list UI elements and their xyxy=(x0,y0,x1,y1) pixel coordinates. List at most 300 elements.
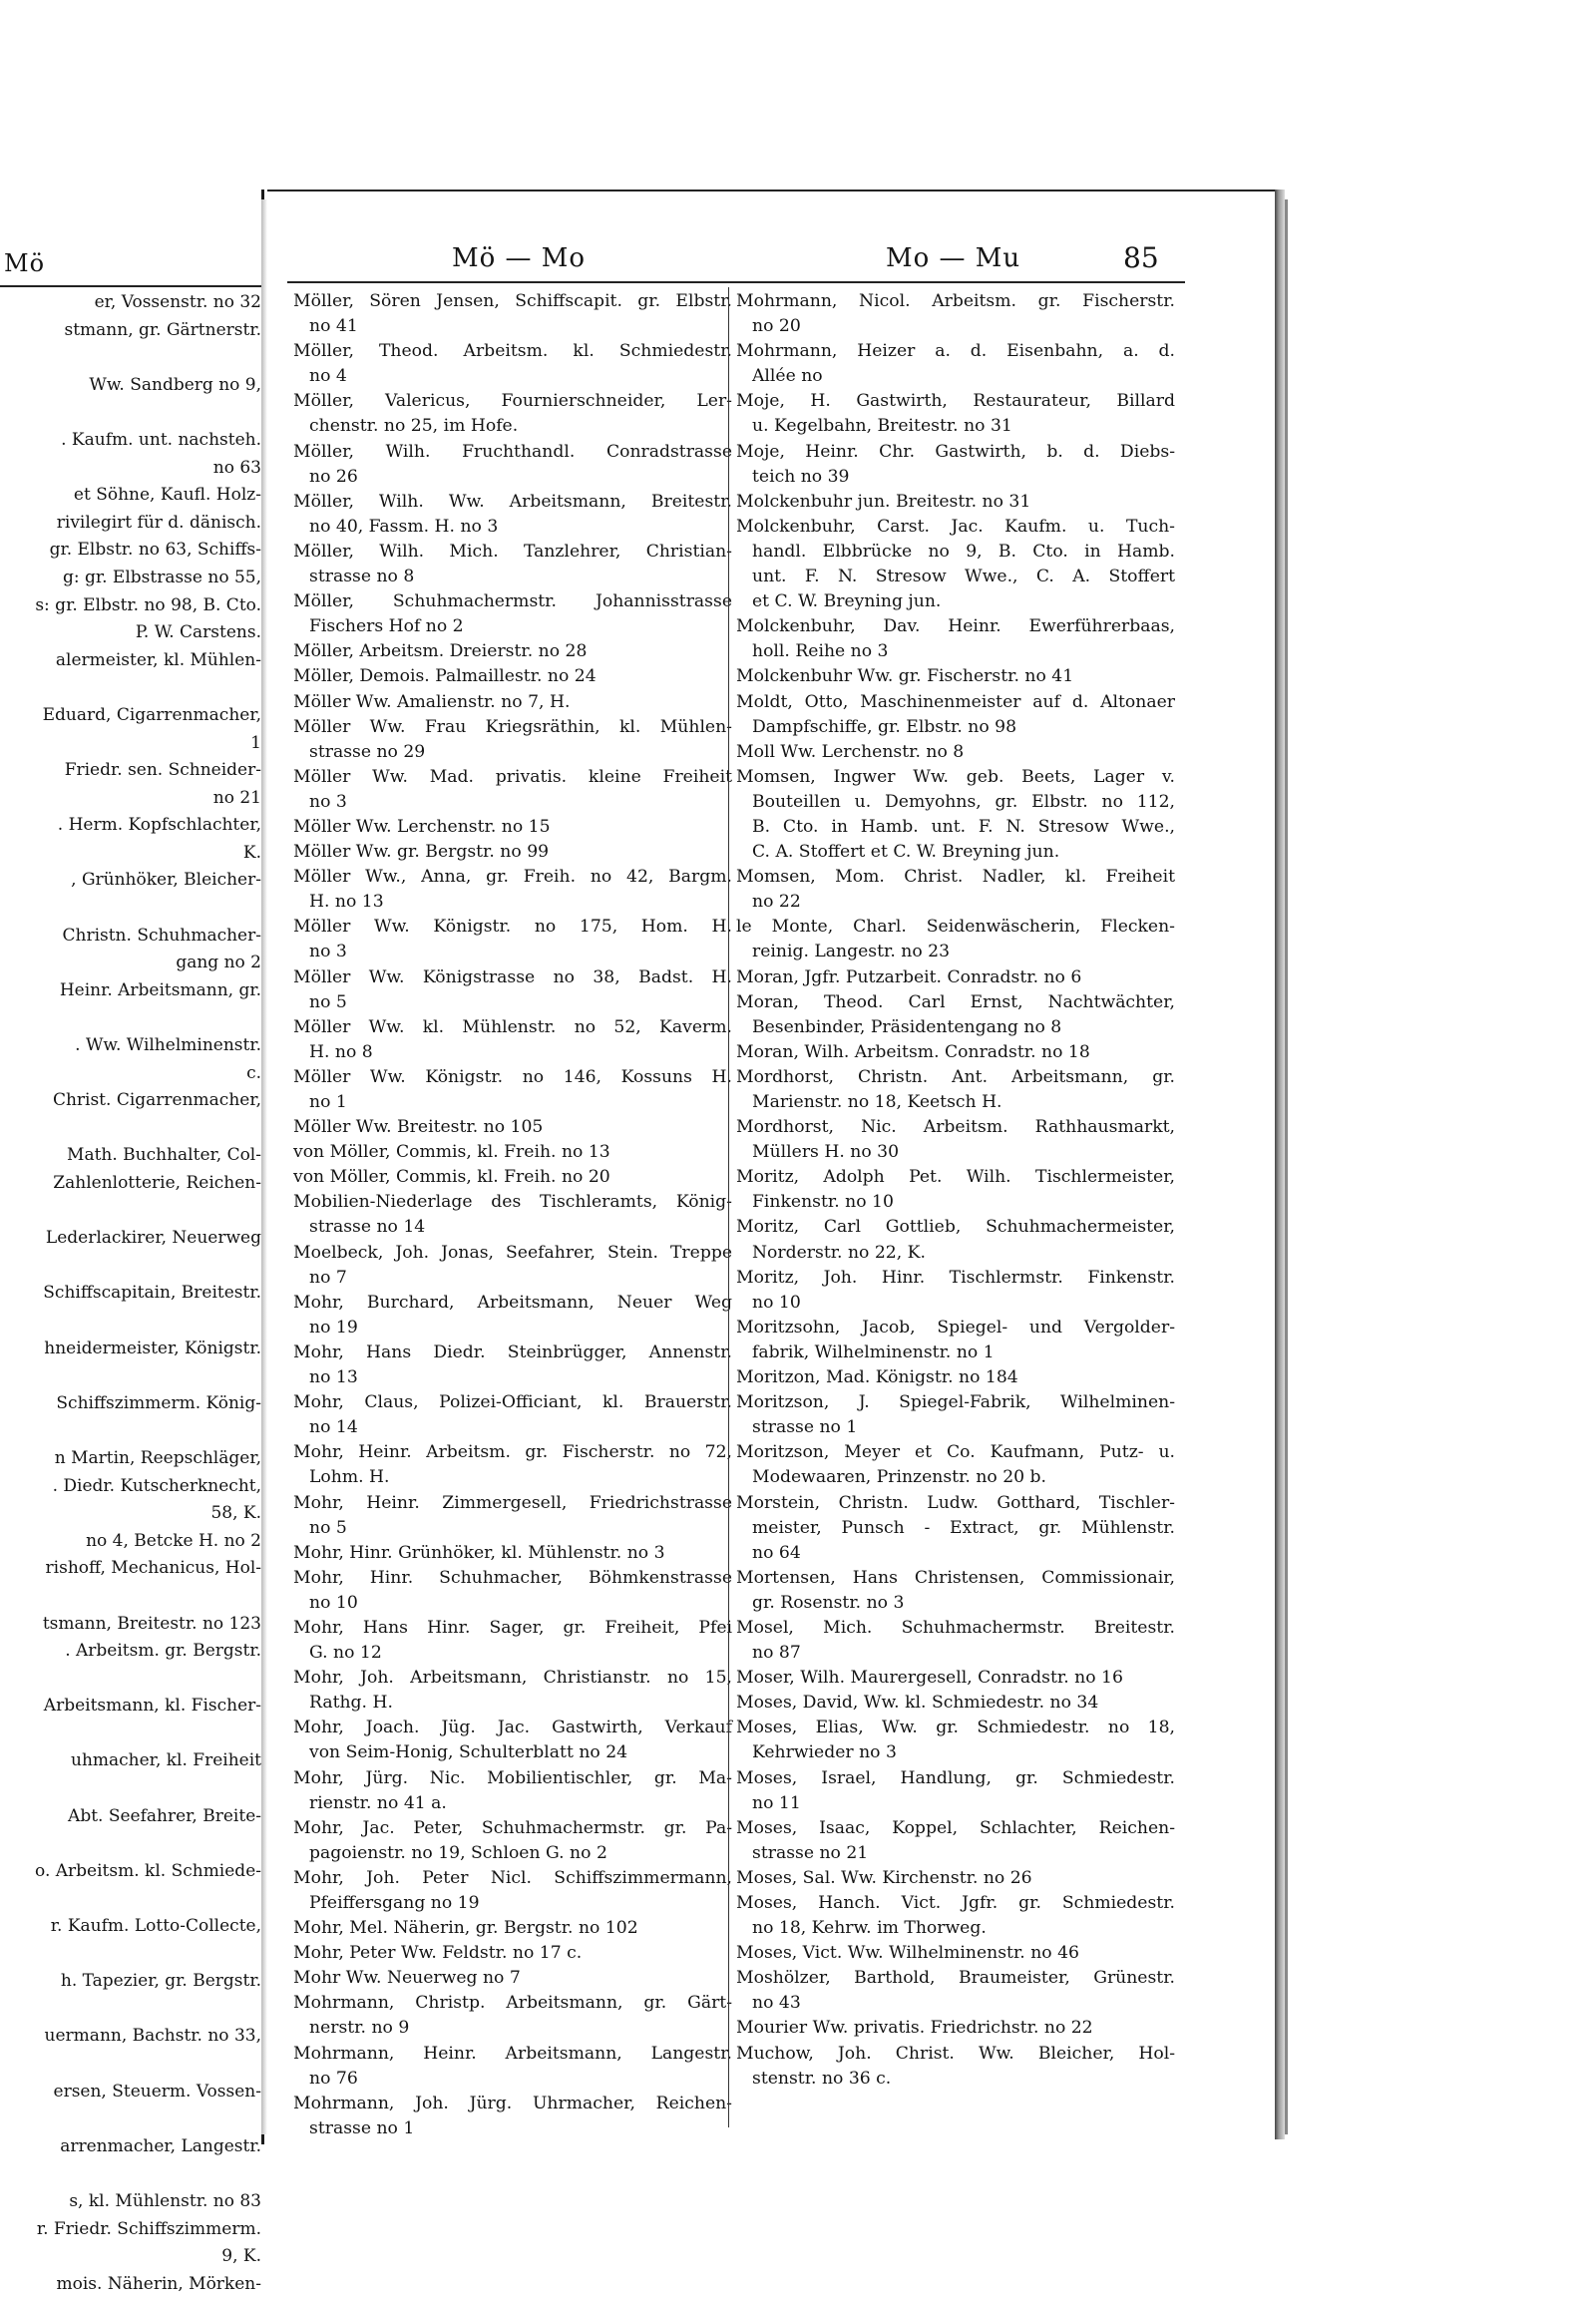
entry-line: Mohr, Heinr. Arbeitsm. gr. Fischerstr. no 72, xyxy=(293,1442,732,1463)
entry-line: Moll Ww. Lerchenstr. no 8 xyxy=(736,741,965,762)
entry-line: Mohrmann, Heizer a. d. Eisenbahn, a. d. xyxy=(736,341,1175,362)
directory-entry xyxy=(293,1190,732,1240)
entry-continuation-line: H. no 13 xyxy=(309,892,384,913)
entry-continuation-line: H. no 8 xyxy=(309,1041,373,1062)
left-page-line xyxy=(0,1721,261,1748)
left-page-line: rivilegirt für d. dänisch. xyxy=(56,512,261,533)
entry-line: Mohr, Claus, Polizei-Officiant, kl. Brauerstr. xyxy=(293,1392,732,1413)
directory-entry xyxy=(736,614,1175,664)
entry-continuation-line: no 10 xyxy=(752,1292,801,1313)
entry-continuation-line: strasse no 14 xyxy=(309,1217,426,1238)
entry-continuation-line: Pfeiffersgang no 19 xyxy=(309,1893,480,1913)
entry-line: Möller, Sören Jensen, Schiffscapit. gr. Elbstr. xyxy=(293,291,732,311)
entry-continuation-line: no 19 xyxy=(309,1317,358,1338)
entry-line: Mosel, Mich. Schuhmachermstr. Breitestr. xyxy=(736,1617,1175,1638)
directory-entry xyxy=(293,1766,732,1816)
entry-continuation-line: pagoienstr. no 19, Schloen G. no 2 xyxy=(309,1842,607,1863)
entry-line: Möller Ww., Anna, gr. Freih. no 42, Bargm. xyxy=(293,867,732,888)
left-page-line xyxy=(0,674,261,702)
directory-entry xyxy=(736,1766,1175,1816)
entry-line: Moldt, Otto, Maschinenmeister auf d. Altonaer xyxy=(736,691,1175,712)
directory-entry xyxy=(736,740,1175,765)
directory-entry xyxy=(293,1440,732,1490)
directory-entry xyxy=(293,1991,732,2041)
entry-continuation-line: no 64 xyxy=(752,1542,801,1563)
entry-continuation-line: rienstr. no 41 a. xyxy=(309,1792,447,1813)
directory-entry xyxy=(293,840,732,865)
entry-line: Möller Ww. Königstr. no 146, Kossuns H. xyxy=(293,1066,732,1087)
left-page-line: , Grünhöker, Bleicher- xyxy=(71,870,261,891)
entry-continuation-line: no 13 xyxy=(309,1367,358,1388)
entry-line: Mohr, Jac. Peter, Schuhmachermstr. gr. Pa- xyxy=(293,1817,732,1838)
entry-continuation-line: Rathg. H. xyxy=(309,1693,393,1714)
left-page-line: g: gr. Elbstrasse no 55, xyxy=(62,567,261,587)
entry-line: Mohr, Mel. Näherin, gr. Bergstr. no 102 xyxy=(293,1918,638,1939)
entry-continuation-line: strasse no 21 xyxy=(752,1842,869,1863)
left-page-lines xyxy=(0,289,261,2298)
left-page-line: r. Friedr. Schiffszimmerm. xyxy=(36,2218,261,2239)
entry-continuation-line: u. Kegelbahn, Breitestr. no 31 xyxy=(752,416,1012,437)
left-page-line xyxy=(0,1941,261,1969)
directory-entry xyxy=(293,639,732,664)
left-page-line xyxy=(0,2160,261,2188)
left-page-line: rishoff, Mechanicus, Hol- xyxy=(45,1558,261,1579)
directory-entry xyxy=(736,1491,1175,1566)
directory-entry xyxy=(736,2016,1175,2041)
entry-line: von Möller, Commis, kl. Freih. no 20 xyxy=(293,1167,610,1188)
entry-continuation-line: reinig. Langestr. no 23 xyxy=(752,942,951,962)
entry-line: Möller, Wilh. Ww. Arbeitsmann, Breitestr. xyxy=(293,491,732,512)
entry-line: Möller, Valericus, Fournierschneider, Ler- xyxy=(293,391,732,412)
directory-entry xyxy=(293,440,732,490)
entry-line: Mohrmann, Joh. Jürg. Uhrmacher, Reichen- xyxy=(293,2093,732,2113)
entry-line: Möller, Theod. Arbeitsm. kl. Schmiedestr. xyxy=(293,341,732,362)
entry-line: Momsen, Mom. Christ. Nadler, kl. Freiheit xyxy=(736,867,1175,888)
directory-entry xyxy=(293,289,732,339)
left-page-line xyxy=(0,1362,261,1390)
entry-line: Möller Ww. Mad. privatis. kleine Freiheit xyxy=(293,766,732,787)
left-page-line: arrenmacher, Langestr. xyxy=(60,2135,261,2156)
left-page-line xyxy=(0,2106,261,2133)
entry-continuation-line: no 41 xyxy=(309,316,358,337)
directory-entry xyxy=(293,1340,732,1390)
left-page-header: Mö xyxy=(4,249,46,277)
directory-entry xyxy=(736,2042,1175,2092)
left-page-line: Schiffszimmerm. König- xyxy=(56,1392,261,1413)
directory-entry xyxy=(293,1015,732,1065)
left-page-line: gr. Elbstr. no 63, Schiffs- xyxy=(49,540,261,561)
left-page-line: h. Tapezier, gr. Bergstr. xyxy=(60,1971,261,1992)
left-page-line: . Kaufm. unt. nachsteh. xyxy=(61,429,261,450)
entry-line: Moelbeck, Joh. Jonas, Seefahrer, Stein. Treppe xyxy=(293,1242,732,1263)
entry-line: Moje, H. Gastwirth, Restaurateur, Billard xyxy=(736,391,1175,412)
left-page-line: mois. Näherin, Mörken- xyxy=(56,2273,261,2294)
entry-line: Mohr, Jürg. Nic. Mobilientischler, gr. Ma- xyxy=(293,1767,732,1788)
directory-entry xyxy=(293,815,732,840)
header-rule xyxy=(287,281,1185,283)
entry-continuation-line: no 14 xyxy=(309,1417,358,1438)
entry-line: Moran, Theod. Carl Ernst, Nachtwächter, xyxy=(736,991,1175,1012)
entry-line: Mohr, Hinr. Grünhöker, kl. Mühlenstr. no 3 xyxy=(293,1542,665,1563)
left-page-line xyxy=(0,1004,261,1032)
directory-entry xyxy=(293,540,732,589)
left-page-line xyxy=(0,1198,261,1226)
entry-line: Möller, Wilh. Mich. Tanzlehrer, Christian- xyxy=(293,541,732,562)
directory-entry xyxy=(293,1291,732,1340)
entry-line: Mohr, Hans Diedr. Steinbrügger, Annenstr. xyxy=(293,1341,732,1362)
directory-entry xyxy=(736,1616,1175,1666)
directory-entry xyxy=(736,1866,1175,1891)
directory-entry xyxy=(736,1966,1175,2016)
directory-entry xyxy=(293,1866,732,1916)
entry-line: Moritzon, Mad. Königstr. no 184 xyxy=(736,1367,1018,1388)
entry-line: Moses, Elias, Ww. gr. Schmiedestr. no 18, xyxy=(736,1718,1175,1738)
directory-entry xyxy=(293,1716,732,1765)
entry-continuation-line: no 22 xyxy=(752,892,801,913)
entry-line: Molckenbuhr jun. Breitestr. no 31 xyxy=(736,491,1031,512)
left-page-line: tsmann, Breitestr. no 123 xyxy=(42,1613,261,1634)
directory-entry xyxy=(293,1541,732,1566)
left-page-line: Christ. Cigarrenmacher, xyxy=(52,1090,261,1111)
entry-line: Möller Ww. Lerchenstr. no 15 xyxy=(293,816,551,837)
directory-entry xyxy=(736,690,1175,740)
directory-entry xyxy=(293,389,732,439)
left-page-line: Arbeitsmann, kl. Fischer- xyxy=(43,1696,261,1717)
directory-entry xyxy=(736,1115,1175,1165)
entry-continuation-line: no 5 xyxy=(309,991,347,1012)
directory-entry xyxy=(736,515,1175,614)
directory-entry xyxy=(736,339,1175,389)
entry-line: Mohrmann, Heinr. Arbeitsmann, Langestr. xyxy=(293,2043,732,2064)
directory-entry xyxy=(293,339,732,389)
entry-line: Mourier Ww. privatis. Friedrichstr. no 22 xyxy=(736,2018,1093,2039)
left-page-line: Eduard, Cigarrenmacher, xyxy=(42,704,261,725)
entry-continuation-line: no 40, Fassm. H. no 3 xyxy=(309,516,499,537)
left-page-line xyxy=(0,1830,261,1858)
entry-continuation-line: Lohm. H. xyxy=(309,1467,390,1488)
entry-continuation-line: no 43 xyxy=(752,1993,801,2014)
directory-entry xyxy=(293,1666,732,1716)
entry-line: Moses, Sal. Ww. Kirchenstr. no 26 xyxy=(736,1867,1032,1888)
entry-line: Mohrmann, Nicol. Arbeitsm. gr. Fischerstr. xyxy=(736,291,1175,311)
left-page-line: uhmacher, kl. Freiheit xyxy=(71,1750,261,1771)
entry-line: Moritzson, Meyer et Co. Kaufmann, Putz- u. xyxy=(736,1442,1175,1463)
entry-continuation-line: no 20 xyxy=(752,316,801,337)
directory-entry xyxy=(736,1566,1175,1616)
left-page-line: ersen, Steuerm. Vossen- xyxy=(53,2081,261,2102)
directory-entry xyxy=(736,990,1175,1040)
directory-entry xyxy=(293,1491,732,1541)
directory-entry xyxy=(293,1140,732,1165)
entry-line: Moje, Heinr. Chr. Gastwirth, b. d. Diebs- xyxy=(736,441,1175,462)
entry-line: Möller Ww. kl. Mühlenstr. no 52, Kaverm. xyxy=(293,1016,732,1037)
entry-continuation-line: Dampfschiffe, gr. Elbstr. no 98 xyxy=(752,716,1017,737)
page-number: 85 xyxy=(1123,241,1159,274)
entry-continuation-line: G. no 12 xyxy=(309,1643,382,1664)
entry-line: Molckenbuhr Ww. gr. Fischerstr. no 41 xyxy=(736,666,1074,687)
entry-continuation-line: handl. Elbbrücke no 9, B. Cto. in Hamb. xyxy=(752,541,1175,562)
entry-line: Möller Ww. Königstr. no 175, Hom. H. xyxy=(293,917,732,938)
left-page-line xyxy=(0,1996,261,2024)
directory-entry xyxy=(293,715,732,765)
entry-line: Moritzson, J. Spiegel-Fabrik, Wilhelminen- xyxy=(736,1392,1175,1413)
entry-line: Mordhorst, Christn. Ant. Arbeitsmann, gr. xyxy=(736,1066,1175,1087)
left-page-line: Friedr. sen. Schneider- xyxy=(64,760,261,781)
entry-line: Moran, Jgfr. Putzarbeit. Conradstr. no 6 xyxy=(736,966,1082,987)
left-page-line: r. Kaufm. Lotto-Collecte, xyxy=(50,1916,261,1937)
entry-continuation-line: no 11 xyxy=(752,1792,801,1813)
entry-line: Moran, Wilh. Arbeitsm. Conradstr. no 18 xyxy=(736,1041,1090,1062)
directory-entry xyxy=(293,1916,732,1941)
entry-line: Mohr, Joach. Jüg. Jac. Gastwirth, Verkauf xyxy=(293,1718,732,1738)
left-page-line: et Söhne, Kaufl. Holz- xyxy=(73,485,261,506)
entry-line: Möller Ww. Königstrasse no 38, Badst. H. xyxy=(293,966,732,987)
entry-continuation-line: unt. F. N. Stresow Wwe., C. A. Stoffert xyxy=(752,567,1175,587)
left-page-line: gang no 2 xyxy=(176,953,261,973)
entry-continuation-line: Finkenstr. no 10 xyxy=(752,1192,894,1213)
left-page-line: no 21 xyxy=(212,787,261,808)
entry-continuation-line: no 4 xyxy=(309,366,347,387)
entry-line: Mobilien-Niederlage des Tischleramts, König- xyxy=(293,1192,732,1213)
directory-entry xyxy=(736,965,1175,990)
left-page-line xyxy=(0,1666,261,1694)
entry-line: Moses, David, Ww. kl. Schmiedestr. no 34 xyxy=(736,1693,1099,1714)
left-page-line: s, kl. Mühlenstr. no 83 xyxy=(69,2190,261,2211)
directory-entry xyxy=(736,440,1175,490)
entry-continuation-line: no 1 xyxy=(309,1092,347,1112)
directory-entry xyxy=(736,1266,1175,1316)
entry-line: le Monte, Charl. Seidenwäscherin, Flecken- xyxy=(736,917,1175,938)
entry-continuation-line: no 26 xyxy=(309,466,358,487)
left-page-line xyxy=(0,895,261,923)
entry-line: Mohr Ww. Neuerweg no 7 xyxy=(293,1968,521,1989)
entry-continuation-line: no 3 xyxy=(309,791,347,812)
entry-line: Morstein, Christn. Ludw. Gotthard, Tischler- xyxy=(736,1492,1175,1513)
entry-line: Möller, Schuhmachermstr. Johannisstrasse xyxy=(293,591,732,612)
left-page-line: hneidermeister, Königstr. xyxy=(44,1338,261,1358)
entry-line: Mohrmann, Christp. Arbeitsmann, gr. Gärt- xyxy=(293,1993,732,2014)
left-page-line: er, Vossenstr. no 32 xyxy=(94,292,261,312)
left-page-line: n Martin, Reepschläger, xyxy=(54,1447,261,1468)
left-page-line: o. Arbeitsm. kl. Schmiede- xyxy=(35,1860,261,1881)
left-page-line: . Herm. Kopfschlachter, xyxy=(57,815,261,836)
directory-entry xyxy=(736,1390,1175,1440)
left-page-line xyxy=(0,1308,261,1336)
column-divider xyxy=(728,287,729,2127)
directory-entry xyxy=(736,289,1175,339)
entry-continuation-line: B. Cto. in Hamb. unt. F. N. Stresow Wwe., xyxy=(752,816,1175,837)
entry-continuation-line: no 87 xyxy=(752,1643,801,1664)
main-page xyxy=(267,190,1275,2136)
entry-line: Molckenbuhr, Carst. Jac. Kaufm. u. Tuch- xyxy=(736,516,1175,537)
left-page-line xyxy=(0,1417,261,1445)
entry-line: Mortensen, Hans Christensen, Commissionair, xyxy=(736,1567,1175,1588)
entry-line: Moser, Wilh. Maurergesell, Conradstr. no 16 xyxy=(736,1668,1123,1689)
entry-continuation-line: meister, Punsch - Extract, gr. Mühlenstr. xyxy=(752,1517,1175,1538)
directory-entry xyxy=(293,865,732,915)
directory-entry xyxy=(736,490,1175,515)
left-page-line: c. xyxy=(246,1062,261,1083)
entry-continuation-line: Bouteillen u. Demyohns, gr. Elbstr. no 112, xyxy=(752,791,1175,812)
directory-entry xyxy=(736,1316,1175,1365)
left-page-line: Abt. Seefahrer, Breite- xyxy=(68,1805,261,1826)
directory-entry xyxy=(293,1566,732,1616)
left-page-line: Zahlenlotterie, Reichen- xyxy=(53,1173,261,1193)
left-page-line: K. xyxy=(242,842,261,863)
running-head-left: Mö — Mo xyxy=(452,243,587,273)
entry-continuation-line: no 76 xyxy=(309,2068,358,2089)
entry-line: Moritz, Carl Gottlieb, Schuhmachermeister, xyxy=(736,1217,1175,1238)
entry-continuation-line: von Seim-Honig, Schulterblatt no 24 xyxy=(309,1742,628,1763)
directory-entry xyxy=(736,915,1175,964)
entry-continuation-line: Allée no xyxy=(752,366,823,387)
directory-entry xyxy=(293,664,732,689)
entry-line: Moses, Israel, Handlung, gr. Schmiedestr. xyxy=(736,1767,1175,1788)
directory-entry xyxy=(293,1065,732,1115)
entry-line: Molckenbuhr, Dav. Heinr. Ewerführerbaas, xyxy=(736,616,1175,637)
entry-line: Moses, Vict. Ww. Wilhelminenstr. no 46 xyxy=(736,1943,1079,1964)
left-page-line xyxy=(0,1115,261,1143)
directory-entry xyxy=(293,1616,732,1666)
entry-continuation-line: strasse no 8 xyxy=(309,567,415,587)
entry-continuation-line: no 18, Kehrw. im Thorweg. xyxy=(752,1918,987,1939)
left-page-line: . Arbeitsm. gr. Bergstr. xyxy=(65,1641,261,1662)
entry-continuation-line: chenstr. no 25, im Hofe. xyxy=(309,416,519,437)
left-page-line: alermeister, kl. Mühlen- xyxy=(55,649,261,670)
entry-line: Moses, Isaac, Koppel, Schlachter, Reichen- xyxy=(736,1817,1175,1838)
directory-entry xyxy=(293,765,732,815)
left-page-line xyxy=(0,1583,261,1611)
directory-entry xyxy=(293,2042,732,2092)
entry-line: Muchow, Joh. Christ. Ww. Bleicher, Hol- xyxy=(736,2043,1175,2064)
left-page-line: no 4, Betcke H. no 2 xyxy=(86,1530,261,1551)
directory-entry xyxy=(736,1040,1175,1065)
directory-entry xyxy=(736,1165,1175,1215)
left-page-line: Christn. Schuhmacher- xyxy=(62,925,261,946)
entry-continuation-line: teich no 39 xyxy=(752,466,850,487)
entry-continuation-line: Besenbinder, Präsidentengang no 8 xyxy=(752,1016,1062,1037)
directory-entry xyxy=(293,589,732,639)
entry-continuation-line: holl. Reihe no 3 xyxy=(752,641,889,662)
directory-entry xyxy=(293,915,732,964)
left-page-line: . Ww. Wilhelminenstr. xyxy=(75,1035,261,1056)
entry-line: Mohr, Hans Hinr. Sager, gr. Freiheit, Pfei xyxy=(293,1617,732,1638)
left-page-line: stmann, gr. Gärtnerstr. xyxy=(64,319,261,340)
left-page-line xyxy=(0,1775,261,1803)
entry-continuation-line: strasse no 1 xyxy=(309,2117,415,2138)
directory-entry xyxy=(736,664,1175,689)
left-page-line: . Diedr. Kutscherknecht, xyxy=(52,1475,261,1496)
left-page-line: no 63 xyxy=(212,457,261,478)
directory-column-left xyxy=(293,289,732,2141)
entry-continuation-line: no 7 xyxy=(309,1267,347,1288)
directory-entry xyxy=(293,490,732,540)
entry-continuation-line: no 3 xyxy=(309,942,347,962)
left-page-line xyxy=(0,1253,261,1281)
directory-entry xyxy=(736,1716,1175,1765)
left-page-fragment xyxy=(0,190,264,2294)
left-page-line: 1 xyxy=(250,732,261,753)
directory-entry xyxy=(293,1941,732,1966)
left-page-line: 58, K. xyxy=(210,1503,261,1524)
directory-entry xyxy=(293,1165,732,1190)
page-edge xyxy=(1275,190,1285,2139)
entry-continuation-line: gr. Rosenstr. no 3 xyxy=(752,1592,905,1613)
entry-line: Mohr, Joh. Arbeitsmann, Christianstr. no 15, xyxy=(293,1668,732,1689)
entry-line: Möller Ww. gr. Bergstr. no 99 xyxy=(293,842,550,863)
entry-line: Momsen, Ingwer Ww. geb. Beets, Lager v. xyxy=(736,766,1175,787)
directory-entry xyxy=(736,765,1175,865)
entry-continuation-line: Marienstr. no 18, Keetsch H. xyxy=(752,1092,1002,1112)
entry-continuation-line: Müllers H. no 30 xyxy=(752,1142,900,1163)
entry-line: Moritzsohn, Jacob, Spiegel- und Vergolder- xyxy=(736,1317,1175,1338)
entry-continuation-line: nerstr. no 9 xyxy=(309,2018,410,2039)
directory-entry xyxy=(736,1215,1175,1265)
entry-continuation-line: strasse no 1 xyxy=(752,1417,858,1438)
left-header-rule xyxy=(0,285,261,287)
directory-entry xyxy=(736,1440,1175,1490)
entry-line: Mohr, Peter Ww. Feldstr. no 17 c. xyxy=(293,1943,583,1964)
entry-continuation-line: fabrik, Wilhelminenstr. no 1 xyxy=(752,1341,995,1362)
directory-entry xyxy=(736,1816,1175,1866)
directory-entry xyxy=(736,389,1175,439)
page-edge-line xyxy=(1285,199,1288,2134)
left-page-line: Lederlackirer, Neuerweg xyxy=(45,1228,261,1249)
entry-continuation-line: strasse no 29 xyxy=(309,741,426,762)
entry-continuation-line: Norderstr. no 22, K. xyxy=(752,1242,926,1263)
entry-line: Möller, Arbeitsm. Dreierstr. no 28 xyxy=(293,641,588,662)
directory-entry xyxy=(293,1115,732,1140)
directory-entry xyxy=(293,1241,732,1291)
directory-entry xyxy=(736,1666,1175,1691)
entry-continuation-line: et C. W. Breyning jun. xyxy=(752,591,942,612)
running-head-right: Mo — Mu xyxy=(886,243,1021,273)
entry-line: Mohr, Hinr. Schuhmacher, Böhmkenstrasse xyxy=(293,1567,732,1588)
entry-line: Mohr, Heinr. Zimmergesell, Friedrichstrasse xyxy=(293,1492,732,1513)
entry-line: Moritz, Adolph Pet. Wilh. Tischlermeister, xyxy=(736,1167,1175,1188)
entry-continuation-line: no 5 xyxy=(309,1517,347,1538)
left-page-line: Schiffscapitain, Breitestr. xyxy=(43,1283,261,1304)
directory-entry xyxy=(293,2092,732,2141)
left-page-line: s: gr. Elbstr. no 98, B. Cto. xyxy=(35,594,261,615)
directory-entry xyxy=(736,1065,1175,1115)
left-page-line: uermann, Bachstr. no 33, xyxy=(44,2026,261,2047)
entry-continuation-line: C. A. Stoffert et C. W. Breyning jun. xyxy=(752,842,1060,863)
entry-line: Mohr, Joh. Peter Nicl. Schiffszimmermann, xyxy=(293,1867,732,1888)
directory-entry xyxy=(293,1816,732,1866)
left-page-line xyxy=(0,399,261,427)
directory-entry xyxy=(736,865,1175,915)
entry-continuation-line: Modewaaren, Prinzenstr. no 20 b. xyxy=(752,1467,1047,1488)
entry-line: Moshölzer, Barthold, Braumeister, Grünestr. xyxy=(736,1968,1175,1989)
entry-line: Moses, Hanch. Vict. Jgfr. gr. Schmiedestr. xyxy=(736,1893,1175,1913)
directory-entry xyxy=(293,1390,732,1440)
left-page-line: 9, K. xyxy=(221,2246,261,2267)
directory-entry xyxy=(736,1365,1175,1390)
left-page-line: Math. Buchhalter, Col- xyxy=(67,1145,261,1166)
entry-continuation-line: Fischers Hof no 2 xyxy=(309,616,464,637)
entry-line: Mohr, Burchard, Arbeitsmann, Neuer Weg xyxy=(293,1292,732,1313)
directory-entry xyxy=(293,1966,732,1991)
directory-entry xyxy=(736,1691,1175,1716)
entry-line: Möller Ww. Amalienstr. no 7, H. xyxy=(293,691,571,712)
directory-entry xyxy=(736,1891,1175,1941)
entry-line: Möller, Demois. Palmaillestr. no 24 xyxy=(293,666,597,687)
left-page-line: P. W. Carstens. xyxy=(135,622,261,643)
left-page-line xyxy=(0,2051,261,2079)
entry-continuation-line: Kehrwieder no 3 xyxy=(752,1742,897,1763)
entry-continuation-line: stenstr. no 36 c. xyxy=(752,2068,892,2089)
